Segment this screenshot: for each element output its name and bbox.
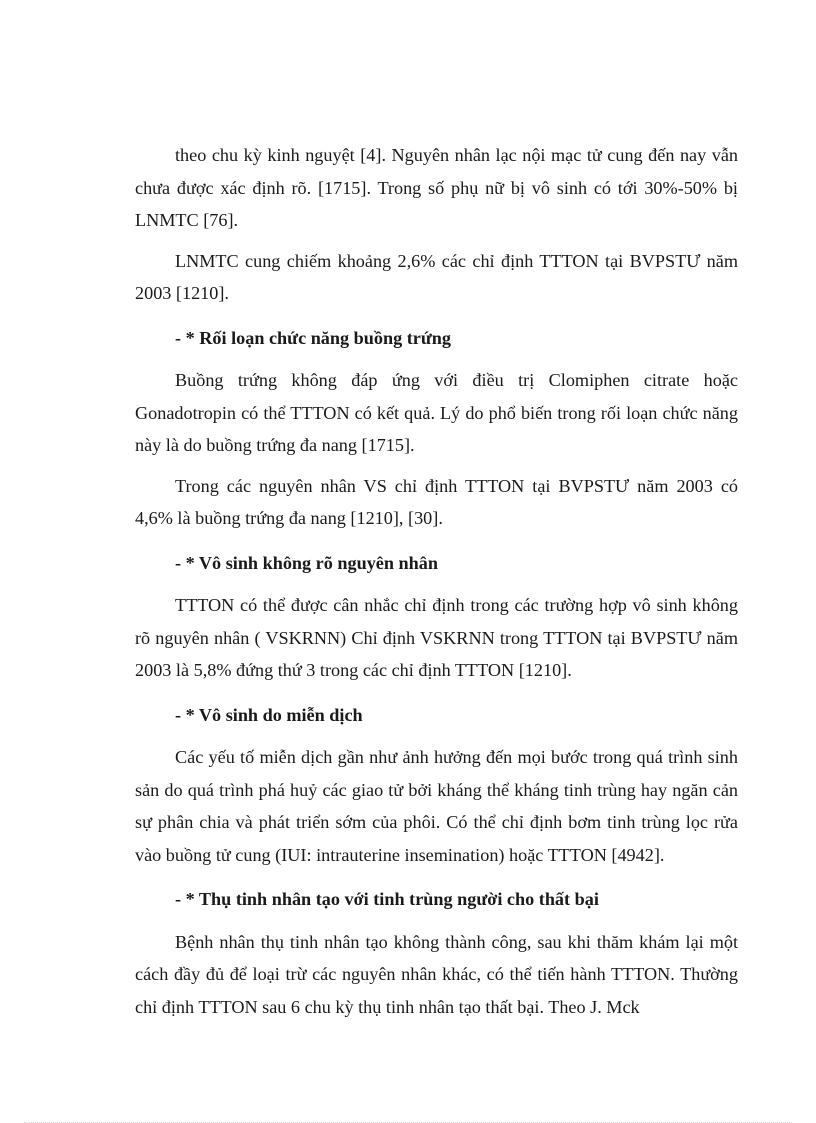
paragraph-pcos-rate: Trong các nguyên nhân VS chỉ định TTTON tại BVPSTƯ năm 2003 có 4,6% là buồng trứng đa nang [1210], [30]. bbox=[135, 475, 738, 528]
document-page bbox=[135, 139, 738, 1023]
heading-ovarian-dysfunction: - * Rối loạn chức năng buồng trứng bbox=[175, 327, 451, 348]
heading-unexplained-infertility: - * Vô sinh không rõ nguyên nhân bbox=[175, 552, 438, 573]
heading-immune-infertility: - * Vô sinh do miễn dịch bbox=[175, 704, 363, 725]
paragraph-endometriosis-rate: LNMTC cung chiếm khoảng 2,6% các chỉ định TTTON tại BVPSTƯ năm 2003 [1210]. bbox=[135, 250, 738, 303]
paragraph-ovarian-dysfunction: Buồng trứng không đáp ứng với điều trị Clomiphen citrate hoặc Gonadotropin có thể TTTON có kết quả. Lý do phổ biến trong rối loạn chức năng này là do buồng trứng đa nang [1715]. bbox=[135, 370, 738, 455]
heading-donor-insemination-failure: - * Thụ tinh nhân tạo với tinh trùng người cho thất bại bbox=[175, 889, 599, 909]
paragraph-immune-infertility: Các yếu tố miễn dịch gần như ảnh hưởng đến mọi bước trong quá trình sinh sản do quá trình phá huỷ các giao tử bởi kháng thể kháng tinh trùng hay ngăn cản sự phân chia và phát triển sớm của phôi. Có thể chỉ định bơm tinh trùng lọc rửa vào buồng tử cung (IUI: intrauterine insemination) hoặc TTTON [4942]. bbox=[135, 747, 738, 865]
paragraph-unexplained-infertility: TTTON có thể được cân nhắc chỉ định trong các trường hợp vô sinh không rõ nguyên nhân ( VSKRNN) Chỉ định VSKRNN trong TTTON tại BVPSTƯ năm 2003 là 5,8% đứng thứ 3 trong các chỉ định TTTON [1210]. bbox=[135, 595, 738, 680]
paragraph-donor-insemination-failure: Bệnh nhân thụ tinh nhân tạo không thành công, sau khi thăm khám lại một cách đầy đủ để loại trừ các nguyên nhân khác, có thể tiến hành TTTON. Thường chỉ định TTTON sau 6 chu kỳ thụ tinh nhân tạo thất bại. Theo J. Mck bbox=[135, 931, 738, 1017]
paragraph-endometriosis-cause: theo chu kỳ kinh nguyệt [4]. Nguyên nhân lạc nội mạc tử cung đến nay vẫn chưa được xác định rõ. [1715]. Trong số phụ nữ bị vô sinh có tới 30%-50% bị LNMTC [76]. bbox=[135, 145, 738, 230]
